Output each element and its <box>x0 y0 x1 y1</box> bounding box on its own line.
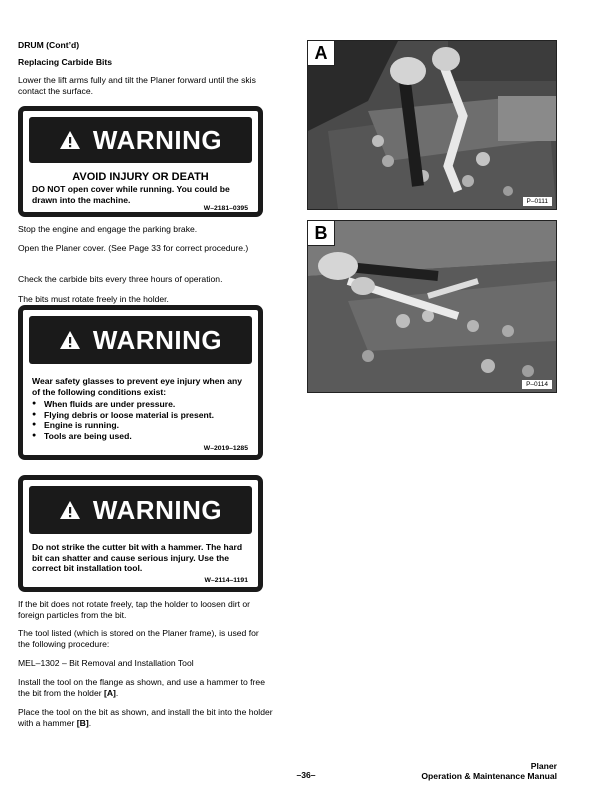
warning-box-3 <box>18 475 263 592</box>
warning-triangle-icon <box>59 500 81 520</box>
tool-name: MEL–1302 – Bit Removal and Installation Tool <box>18 658 194 668</box>
warning-code-3: W–2114–1191 <box>204 577 248 584</box>
warning-text-2: Wear safety glasses to prevent eye injury when any of the following conditions exist: <box>32 376 242 397</box>
footer-manual-title: Operation & Maintenance Manual <box>421 771 557 781</box>
step-paragraph: Stop the engine and engage the parking brake. <box>18 224 198 234</box>
photo-code-a: P–0111 <box>523 197 552 206</box>
body-paragraph: Place the tool on the bit as shown, and install the bit into the holder with a hammer [B]. <box>18 707 273 728</box>
warning-code-2: W–2019–1285 <box>203 445 248 452</box>
warning-header-1 <box>29 117 252 163</box>
subsection-title: Replacing Carbide Bits <box>18 57 113 67</box>
photo-label-a: A <box>308 41 335 66</box>
step-paragraph: Open the Planer cover. (See Page 33 for correct procedure.) <box>18 243 249 253</box>
warning-bullet-list <box>32 399 249 441</box>
photo-b <box>307 220 557 393</box>
warning-word: WARNING <box>92 124 223 155</box>
warning-bullet: ● Engine is running. <box>32 420 249 431</box>
body-paragraph: If the bit does not rotate freely, tap the holder to loosen dirt or foreign particles from the bit. <box>18 599 251 620</box>
paragraph-text: Install the tool on the flange as shown, and use a hammer to free the bit from the holder <box>18 677 265 698</box>
body-paragraph: Install the tool on the flange as shown, and use a hammer to free the bit from the holder [A]. <box>18 677 265 698</box>
photo-code-b: P–0114 <box>522 380 552 389</box>
warning-heading: AVOID INJURY OR DEATH <box>72 171 209 183</box>
body-paragraph: The tool listed (which is stored on the Planer frame), is used for the following procedure: <box>18 628 259 649</box>
warning-bullet: ● Flying debris or loose material is present. <box>32 410 249 421</box>
warning-bullet: ● When fluids are under pressure. <box>32 399 249 410</box>
page-number: –36– <box>296 770 316 780</box>
intro-paragraph: Lower the lift arms fully and tilt the Planer forward until the skis contact the surface. <box>18 75 256 96</box>
warning-box-2 <box>18 305 263 460</box>
section-title: DRUM (Cont’d) <box>18 40 80 50</box>
photo-a <box>307 40 557 210</box>
warning-box-1 <box>18 106 263 217</box>
step-paragraph: The bits must rotate freely in the holder. <box>18 294 169 304</box>
paragraph-text: Place the tool on the bit as shown, and install the bit into the holder with a hammer <box>18 707 273 728</box>
warning-bullet: ● Tools are being used. <box>32 431 249 442</box>
photo-label-b: B <box>308 221 335 246</box>
warning-text-3: Do not strike the cutter bit with a hammer. The hard bit can shatter and cause serious injury. Use the correct bit installation tool. <box>32 542 243 573</box>
figure-reference: [A] <box>103 688 116 698</box>
warning-word: WARNING <box>92 494 223 525</box>
warning-text-1: DO NOT open cover while running. You could be drawn into the machine. <box>32 184 230 205</box>
photo-b-image <box>308 221 556 392</box>
footer-product: Planer <box>530 761 557 771</box>
warning-triangle-icon <box>59 130 81 150</box>
photo-a-image <box>308 41 556 209</box>
warning-code-1: W–2181–0395 <box>203 205 248 212</box>
warning-header-2 <box>29 316 252 364</box>
step-paragraph: Check the carbide bits every three hours of operation. <box>18 274 223 284</box>
figure-reference: [B] <box>76 718 89 728</box>
warning-header-3 <box>29 486 252 534</box>
warning-word: WARNING <box>92 324 223 355</box>
warning-triangle-icon <box>59 330 81 350</box>
